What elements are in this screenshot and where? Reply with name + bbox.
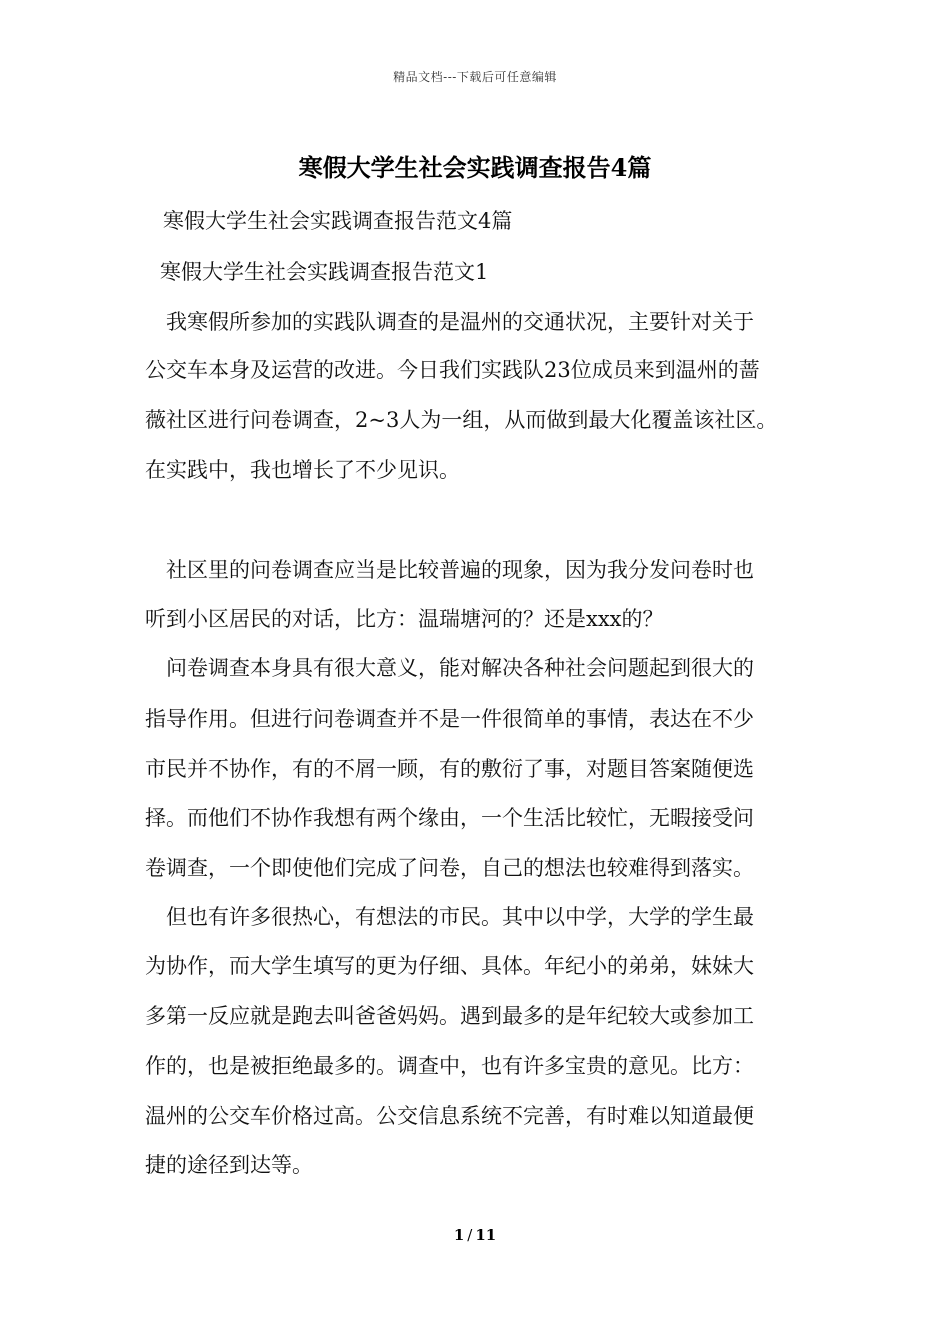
paragraph-line: 在实践中，我也增长了不少见识。 <box>145 458 460 482</box>
subtitle-line: 寒假大学生社会实践调查报告范文4篇 <box>163 209 513 233</box>
section-heading: 寒假大学生社会实践调查报告范文1 <box>160 260 489 284</box>
paragraph-line: 捷的途径到达等。 <box>145 1153 313 1177</box>
paragraph-line: 指导作用。但进行问卷调查并不是一件很简单的事情，表达在不少 <box>145 707 754 731</box>
document-title: 寒假大学生社会实践调查报告4篇 <box>298 153 652 182</box>
paragraph-line: 我寒假所参加的实践队调查的是温州的交通状况，主要针对关于 <box>166 310 754 334</box>
paragraph-line: 择。而他们不协作我想有两个缘由，一个生活比较忙，无暇接受问 <box>145 806 754 830</box>
paragraph-line: 社区里的问卷调查应当是比较普遍的现象，因为我分发问卷时也 <box>166 558 754 582</box>
page-number <box>0 1226 950 1244</box>
paragraph-line: 公交车本身及运营的改进。今日我们实践队23位成员来到温州的蔷 <box>145 358 760 382</box>
paragraph-line: 温州的公交车价格过高。公交信息系统不完善，有时难以知道最便 <box>145 1104 754 1128</box>
page-header: 精品文档---下载后可任意编辑 <box>393 70 557 84</box>
paragraph-line: 多第一反应就是跑去叫爸爸妈妈。遇到最多的是年纪较大或参加工 <box>145 1004 754 1028</box>
paragraph-line: 薇社区进行问卷调查，2~3人为一组，从而做到最大化覆盖该社区。 <box>145 408 778 432</box>
paragraph-line: 市民并不协作，有的不屑一顾，有的敷衍了事，对题目答案随便选 <box>145 757 754 781</box>
total-pages-number: 11 <box>475 1226 497 1244</box>
paragraph-line: 问卷调查本身具有很大意义，能对解决各种社会问题起到很大的 <box>166 656 754 680</box>
current-page-number: 1 <box>453 1226 465 1244</box>
paragraph-line: 听到小区居民的对话，比方：温瑞塘河的？还是xxx的？ <box>145 607 664 631</box>
page-number-separator: / <box>467 1226 473 1244</box>
paragraph-line: 但也有许多很热心，有想法的市民。其中以中学，大学的学生最 <box>166 905 754 929</box>
paragraph-line: 卷调查，一个即使他们完成了问卷，自己的想法也较难得到落实。 <box>145 856 754 880</box>
paragraph-line: 作的，也是被拒绝最多的。调查中，也有许多宝贵的意见。比方： <box>145 1054 754 1078</box>
paragraph-line: 为协作，而大学生填写的更为仔细、具体。年纪小的弟弟，妹妹大 <box>145 954 754 978</box>
